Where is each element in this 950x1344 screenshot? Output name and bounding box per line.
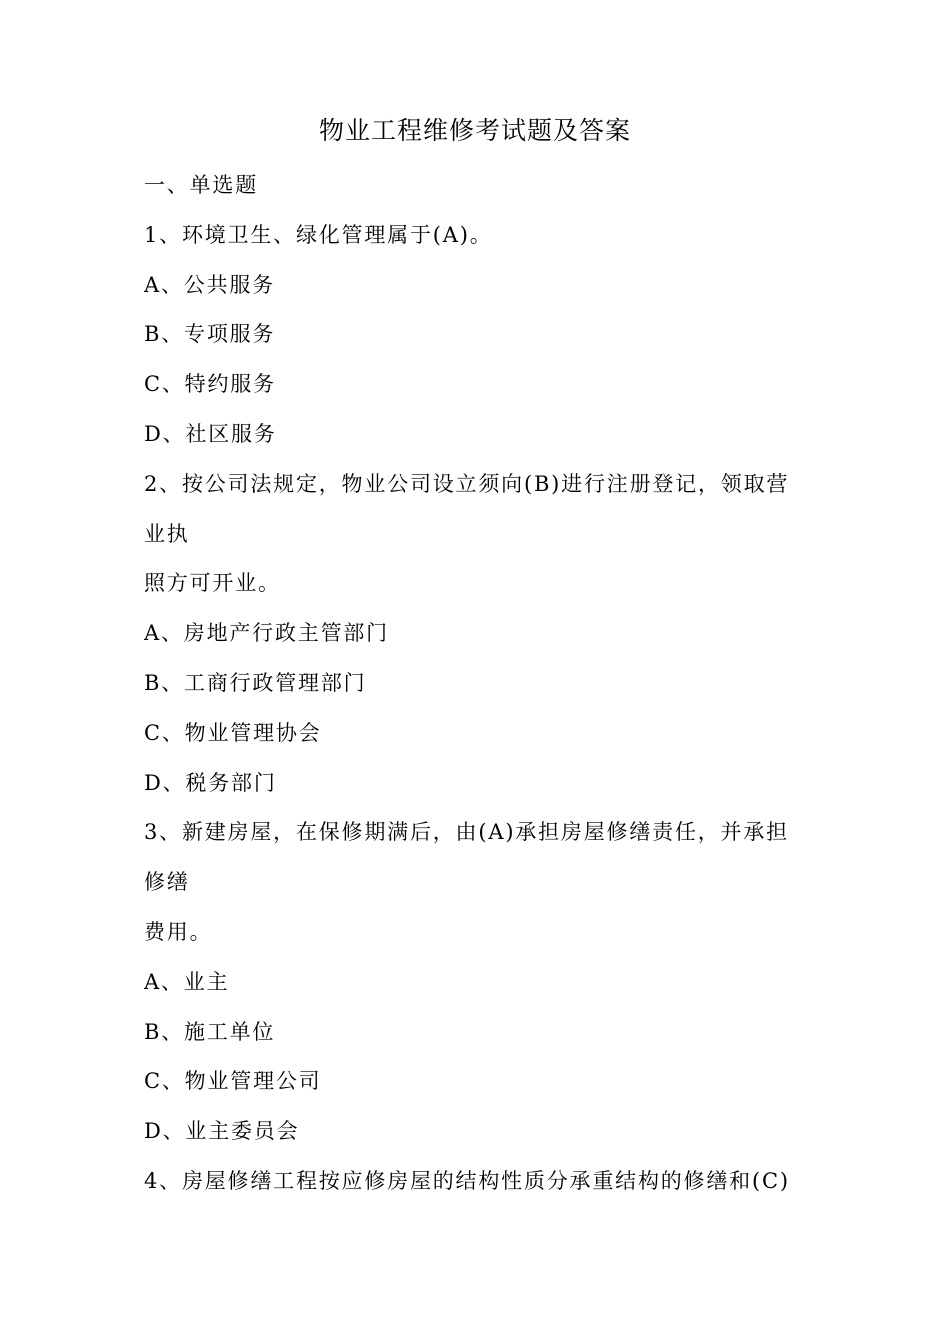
question-3-line-2: 修缮 bbox=[144, 870, 190, 895]
document-body bbox=[144, 166, 814, 1212]
q3-option-a: A、业主 bbox=[144, 969, 230, 994]
q3-option-b: B、施工单位 bbox=[144, 1019, 276, 1044]
q2-option-c: C、物业管理协会 bbox=[144, 720, 322, 745]
question-1: 1、环境卫生、绿化管理属于(A)。 bbox=[144, 222, 493, 247]
document-title: 物业工程维修考试题及答案 bbox=[318, 116, 631, 145]
question-2-line-1: 2、按公司法规定，物业公司设立须向(B)进行注册登记，领取营 bbox=[144, 471, 790, 496]
q1-option-c: C、特约服务 bbox=[144, 372, 276, 397]
q1-option-a: A、公共服务 bbox=[144, 272, 275, 297]
q2-option-d: D、税务部门 bbox=[144, 770, 277, 795]
question-2-line-2: 业执 bbox=[144, 521, 190, 546]
q1-option-b: B、专项服务 bbox=[144, 322, 276, 347]
question-4-line-1: 4、房屋修缮工程按应修房屋的结构性质分承重结构的修缮和(C) bbox=[144, 1168, 790, 1193]
q2-option-b: B、工商行政管理部门 bbox=[144, 670, 367, 695]
question-3-line-1: 3、新建房屋，在保修期满后，由(A)承担房屋修缮责任，并承担 bbox=[144, 820, 789, 845]
section-heading: 一、单选题 bbox=[144, 173, 258, 197]
q3-option-d: D、业主委员会 bbox=[144, 1119, 300, 1144]
q1-option-d: D、社区服务 bbox=[144, 421, 277, 446]
question-2-line-3: 照方可开业。 bbox=[144, 571, 281, 596]
question-3-line-3: 费用。 bbox=[144, 919, 213, 944]
q3-option-c: C、物业管理公司 bbox=[144, 1069, 322, 1094]
q2-option-a: A、房地产行政主管部门 bbox=[144, 621, 389, 646]
